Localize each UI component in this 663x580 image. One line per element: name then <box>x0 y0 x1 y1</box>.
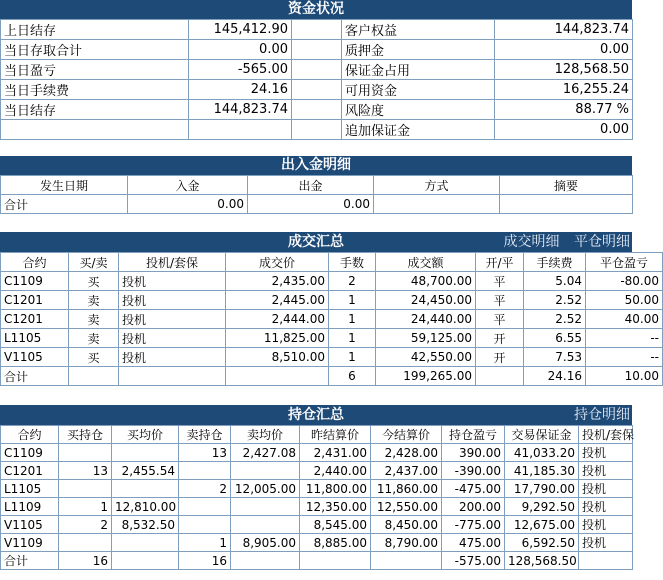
position-cell: 投机 <box>579 516 633 534</box>
position-cell: 475.00 <box>442 534 505 552</box>
positions-col-header: 卖均价 <box>231 426 300 444</box>
position-cell: 投机 <box>579 480 633 498</box>
position-cell <box>59 480 112 498</box>
positions-col-header: 合约 <box>1 426 59 444</box>
deposit-total-out: 0.00 <box>248 195 374 214</box>
deposit-total-row <box>1 195 633 214</box>
position-cell: 8,450.00 <box>371 516 442 534</box>
position-total-cell <box>231 552 300 570</box>
trade-cell: 2,444.00 <box>226 310 329 329</box>
trades-table <box>0 252 663 386</box>
position-cell: 8,532.50 <box>112 516 179 534</box>
funds-row <box>1 120 633 140</box>
position-detail-link[interactable]: 持仓明细 <box>574 407 630 423</box>
funds-label: 当日结存 <box>1 100 189 120</box>
position-cell: 12,005.00 <box>231 480 300 498</box>
position-total-cell: -575.00 <box>442 552 505 570</box>
trade-cell: 7.53 <box>524 348 586 367</box>
funds-value: 0.00 <box>189 40 292 60</box>
funds-value: -565.00 <box>189 60 292 80</box>
position-total-cell <box>112 552 179 570</box>
trade-total-cell: 24.16 <box>524 367 586 386</box>
position-total-cell: 16 <box>179 552 231 570</box>
trade-total-cell: 6 <box>329 367 376 386</box>
positions-col-header: 今结算价 <box>371 426 442 444</box>
trade-cell: 24,450.00 <box>376 291 476 310</box>
trade-row <box>1 348 663 367</box>
position-row <box>1 462 633 480</box>
positions-header-row <box>1 426 633 444</box>
trade-cell: 11,825.00 <box>226 329 329 348</box>
trade-cell: 40.00 <box>586 310 663 329</box>
position-cell: 8,885.00 <box>300 534 371 552</box>
funds-spacer <box>292 80 342 100</box>
trade-row <box>1 310 663 329</box>
trade-cell: 投机 <box>119 291 226 310</box>
position-cell <box>231 462 300 480</box>
trade-total-cell: 合计 <box>1 367 69 386</box>
funds-value: 24.16 <box>189 80 292 100</box>
trade-cell: 开 <box>476 329 524 348</box>
positions-col-header: 卖持仓 <box>179 426 231 444</box>
position-cell: V1105 <box>1 516 59 534</box>
trade-cell: 开 <box>476 348 524 367</box>
trade-cell: 平 <box>476 272 524 291</box>
position-cell: 2 <box>59 516 112 534</box>
funds-value: 128,568.50 <box>495 60 633 80</box>
position-cell <box>231 498 300 516</box>
trade-cell: C1109 <box>1 272 69 291</box>
trade-cell: C1201 <box>1 310 69 329</box>
trade-cell: 2.52 <box>524 310 586 329</box>
position-cell <box>59 534 112 552</box>
position-cell: 200.00 <box>442 498 505 516</box>
funds-value: 88.77 % <box>495 100 633 120</box>
trade-cell: 59,125.00 <box>376 329 476 348</box>
funds-value: 16,255.24 <box>495 80 633 100</box>
trades-col-header: 合约 <box>1 253 69 272</box>
trade-cell: -- <box>586 348 663 367</box>
positions-col-header: 持仓盈亏 <box>442 426 505 444</box>
trade-total-cell <box>476 367 524 386</box>
positions-col-header: 投机/套保 <box>579 426 633 444</box>
trades-col-header: 投机/套保 <box>119 253 226 272</box>
trade-cell: 42,550.00 <box>376 348 476 367</box>
trades-col-header: 成交价 <box>226 253 329 272</box>
trade-total-cell: 10.00 <box>586 367 663 386</box>
position-cell: V1109 <box>1 534 59 552</box>
trade-cell: 2,435.00 <box>226 272 329 291</box>
positions-section <box>0 405 635 570</box>
trade-cell: 50.00 <box>586 291 663 310</box>
col-summary: 摘要 <box>500 176 633 195</box>
positions-col-header: 买均价 <box>112 426 179 444</box>
position-cell: 390.00 <box>442 444 505 462</box>
position-cell: 8,790.00 <box>371 534 442 552</box>
position-total-cell: 16 <box>59 552 112 570</box>
trade-cell: 平 <box>476 291 524 310</box>
trades-header-row <box>1 253 663 272</box>
position-cell: 12,350.00 <box>300 498 371 516</box>
positions-title: 持仓汇总 <box>288 407 344 423</box>
trades-col-header: 买/卖 <box>69 253 119 272</box>
position-cell: 13 <box>179 444 231 462</box>
position-cell: 41,033.20 <box>505 444 579 462</box>
position-cell: 2,427.08 <box>231 444 300 462</box>
trade-cell: 投机 <box>119 310 226 329</box>
position-total-cell <box>371 552 442 570</box>
trade-total-cell <box>69 367 119 386</box>
position-cell <box>112 444 179 462</box>
deposit-total-in: 0.00 <box>128 195 248 214</box>
funds-value: 144,823.74 <box>189 100 292 120</box>
position-cell: 41,185.30 <box>505 462 579 480</box>
trade-total-cell <box>119 367 226 386</box>
trade-cell: 1 <box>329 348 376 367</box>
deposit-section <box>0 156 632 214</box>
trades-col-header: 成交额 <box>376 253 476 272</box>
close-detail-link[interactable]: 平仓明细 <box>574 234 630 250</box>
funds-label: 质押金 <box>342 40 495 60</box>
funds-label: 风险度 <box>342 100 495 120</box>
funds-table <box>0 19 633 140</box>
trade-cell: 2 <box>329 272 376 291</box>
position-cell: L1109 <box>1 498 59 516</box>
funds-spacer <box>292 20 342 40</box>
position-cell <box>112 534 179 552</box>
trade-cell: 平 <box>476 310 524 329</box>
trade-cell: 卖 <box>69 310 119 329</box>
funds-label: 当日手续费 <box>1 80 189 100</box>
trade-cell: 5.04 <box>524 272 586 291</box>
position-cell: C1109 <box>1 444 59 462</box>
trade-cell: 8,510.00 <box>226 348 329 367</box>
position-total-cell <box>300 552 371 570</box>
trades-col-header: 开/平 <box>476 253 524 272</box>
trade-cell: 买 <box>69 348 119 367</box>
position-cell: 13 <box>59 462 112 480</box>
position-cell: 投机 <box>579 498 633 516</box>
position-cell: 17,790.00 <box>505 480 579 498</box>
position-cell: 12,550.00 <box>371 498 442 516</box>
trade-cell: L1105 <box>1 329 69 348</box>
trade-row <box>1 291 663 310</box>
position-total-cell: 128,568.50 <box>505 552 579 570</box>
trades-header <box>0 232 632 252</box>
position-cell <box>179 498 231 516</box>
position-cell: 11,860.00 <box>371 480 442 498</box>
position-cell: L1105 <box>1 480 59 498</box>
position-total-cell <box>579 552 633 570</box>
position-cell: 2,437.00 <box>371 462 442 480</box>
position-row <box>1 534 633 552</box>
position-row <box>1 498 633 516</box>
trade-cell: C1201 <box>1 291 69 310</box>
positions-table <box>0 425 633 570</box>
position-cell: 2,440.00 <box>300 462 371 480</box>
trade-cell: 48,700.00 <box>376 272 476 291</box>
funds-label: 上日结存 <box>1 20 189 40</box>
funds-spacer <box>292 100 342 120</box>
position-cell: 2,431.00 <box>300 444 371 462</box>
funds-value: 144,823.74 <box>495 20 633 40</box>
position-cell: -390.00 <box>442 462 505 480</box>
funds-title: 资金状况 <box>288 1 344 17</box>
positions-col-header: 昨结算价 <box>300 426 371 444</box>
col-date: 发生日期 <box>1 176 128 195</box>
position-cell: 8,545.00 <box>300 516 371 534</box>
funds-label: 当日存取合计 <box>1 40 189 60</box>
funds-label: 客户权益 <box>342 20 495 40</box>
position-cell: 12,675.00 <box>505 516 579 534</box>
deposit-total-summary <box>500 195 633 214</box>
funds-label: 当日盈亏 <box>1 60 189 80</box>
position-cell: 9,292.50 <box>505 498 579 516</box>
trade-cell: 投机 <box>119 329 226 348</box>
position-cell <box>112 480 179 498</box>
funds-value: 0.00 <box>495 40 633 60</box>
position-cell: 投机 <box>579 534 633 552</box>
funds-section <box>0 0 632 140</box>
funds-spacer <box>292 40 342 60</box>
positions-col-header: 买持仓 <box>59 426 112 444</box>
deposit-total-method <box>374 195 500 214</box>
position-cell <box>231 516 300 534</box>
position-cell: -475.00 <box>442 480 505 498</box>
funds-row <box>1 20 633 40</box>
positions-col-header: 交易保证金 <box>505 426 579 444</box>
deposit-total-label: 合计 <box>1 195 128 214</box>
position-cell: 6,592.50 <box>505 534 579 552</box>
trade-cell: 买 <box>69 272 119 291</box>
position-cell: 11,800.00 <box>300 480 371 498</box>
funds-row <box>1 60 633 80</box>
position-cell: 8,905.00 <box>231 534 300 552</box>
trade-cell: 2,445.00 <box>226 291 329 310</box>
trade-cell: 1 <box>329 291 376 310</box>
funds-label: 保证金占用 <box>342 60 495 80</box>
trade-cell: 6.55 <box>524 329 586 348</box>
funds-spacer <box>292 60 342 80</box>
deposit-header-row <box>1 176 633 195</box>
funds-header <box>0 0 632 19</box>
deposit-header <box>0 156 632 175</box>
trade-cell: -80.00 <box>586 272 663 291</box>
funds-value: 0.00 <box>495 120 633 140</box>
trade-cell: 2.52 <box>524 291 586 310</box>
trade-row <box>1 272 663 291</box>
funds-spacer <box>292 120 342 140</box>
position-cell <box>179 462 231 480</box>
position-cell: 12,810.00 <box>112 498 179 516</box>
trade-total-cell <box>226 367 329 386</box>
deposit-title: 出入金明细 <box>281 157 351 173</box>
funds-row <box>1 100 633 120</box>
funds-row <box>1 80 633 100</box>
position-cell: 1 <box>59 498 112 516</box>
trades-col-header: 手续费 <box>524 253 586 272</box>
trades-col-header: 平仓盈亏 <box>586 253 663 272</box>
position-cell <box>59 444 112 462</box>
position-cell: 投机 <box>579 462 633 480</box>
trade-cell: 投机 <box>119 348 226 367</box>
funds-label <box>1 120 189 140</box>
trade-row <box>1 329 663 348</box>
position-row <box>1 444 633 462</box>
position-cell: 1 <box>179 534 231 552</box>
positions-header <box>0 405 632 425</box>
trade-cell: 卖 <box>69 291 119 310</box>
position-cell: 2,428.00 <box>371 444 442 462</box>
col-out: 出金 <box>248 176 374 195</box>
funds-value <box>189 120 292 140</box>
trade-cell: 卖 <box>69 329 119 348</box>
trade-cell: 24,440.00 <box>376 310 476 329</box>
trade-cell: V1105 <box>1 348 69 367</box>
trade-cell: 1 <box>329 329 376 348</box>
position-cell: -775.00 <box>442 516 505 534</box>
trade-cell: 投机 <box>119 272 226 291</box>
position-cell: 投机 <box>579 444 633 462</box>
position-row <box>1 516 633 534</box>
deposit-table <box>0 175 633 214</box>
positions-total-row <box>1 552 633 570</box>
col-in: 入金 <box>128 176 248 195</box>
position-cell <box>179 516 231 534</box>
position-row <box>1 480 633 498</box>
trade-cell: 1 <box>329 310 376 329</box>
trades-col-header: 手数 <box>329 253 376 272</box>
trades-title: 成交汇总 <box>288 234 344 250</box>
position-cell: 2,455.54 <box>112 462 179 480</box>
col-method: 方式 <box>374 176 500 195</box>
position-cell: C1201 <box>1 462 59 480</box>
trade-detail-link[interactable]: 成交明细 <box>503 234 560 250</box>
trades-section <box>0 232 659 386</box>
trade-total-cell: 199,265.00 <box>376 367 476 386</box>
trade-cell: -- <box>586 329 663 348</box>
position-total-cell: 合计 <box>1 552 59 570</box>
funds-row <box>1 40 633 60</box>
position-cell: 2 <box>179 480 231 498</box>
trades-total-row <box>1 367 663 386</box>
funds-value: 145,412.90 <box>189 20 292 40</box>
funds-label: 可用资金 <box>342 80 495 100</box>
funds-label: 追加保证金 <box>342 120 495 140</box>
